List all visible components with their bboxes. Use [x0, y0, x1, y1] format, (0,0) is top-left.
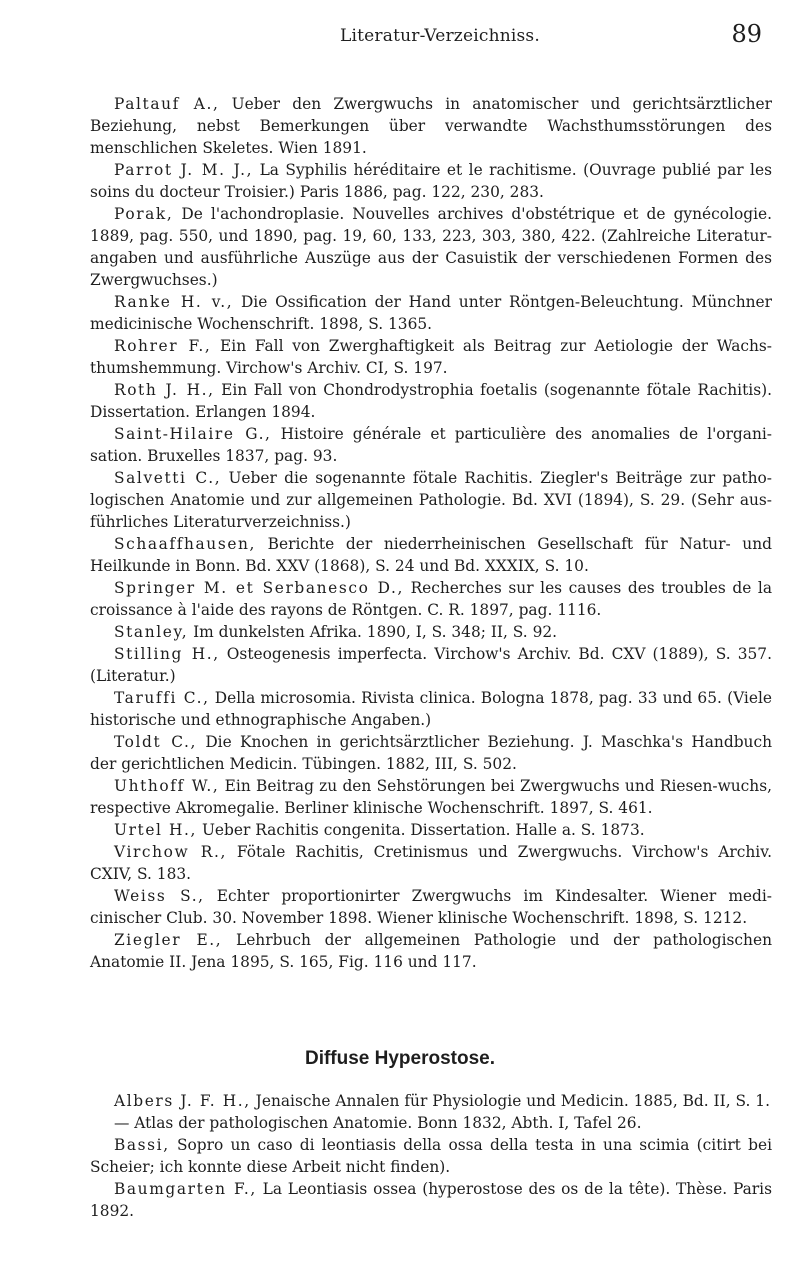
bibliography-entry — [90, 687, 772, 731]
entry-text: Ein Fall von Zwerghaftigkeit als Beitrag zur Aetiologie der Wachs-thumshemmung. Virchow's Archiv. CI, S. 197. — [90, 337, 772, 377]
entry-author: Saint-Hilaire G., — [114, 425, 272, 443]
entry-text: — Atlas der pathologischen Anatomie. Bonn 1832, Abth. I, Tafel 26. — [114, 1114, 642, 1132]
entry-text: De l'achondroplasie. Nouvelles archives d'obstétrique et de gynécologie. 1889, pag. 550, und 1890, pag. 19, 60, 133, 223, 303, 380, 422. (Zahlreiche Literatur-angaben und ausführliche Auszüge aus der Casuistik der verschiedenen Formen des Zwergwuchses.) — [90, 205, 772, 289]
entry-author: Ranke H. v., — [114, 293, 234, 311]
entry-author: Stilling H., — [114, 645, 220, 663]
entry-author: Roth J. H., — [114, 381, 215, 399]
entry-author: Stanley, — [114, 623, 189, 641]
entry-text: Osteogenesis imperfecta. Virchow's Archiv. Bd. CXV (1889), S. 357. (Literatur.) — [90, 645, 772, 685]
entry-text: Ein Beitrag zu den Sehstörungen bei Zwergwuchs und Riesen-wuchs, respective Akromegalie. Berliner klinische Wochenschrift. 1897, S. 461. — [90, 777, 773, 817]
entry-text: Recherches sur les causes des troubles de la croissance à l'aide des rayons de Röntgen. C. R. 1897, pag. 1116. — [90, 579, 773, 619]
bibliography-entry — [90, 203, 772, 291]
entry-text: Ein Fall von Chondrodystrophia foetalis (sogenannte fötale Rachitis). Dissertation. Erlangen 1894. — [90, 381, 772, 421]
entry-author: Parrot J. M. J., — [114, 161, 254, 179]
entry-text: Fötale Rachitis, Cretinismus und Zwergwuchs. Virchow's Archiv. CXIV, S. 183. — [90, 843, 772, 883]
entry-text: Berichte der niederrheinischen Gesellschaft für Natur- und Heilkunde in Bonn. Bd. XXV (1868), S. 24 und Bd. XXXIX, S. 10. — [90, 535, 772, 575]
bibliography-entry — [90, 621, 772, 643]
entry-author: Porak, — [114, 205, 174, 223]
bibliography-list — [90, 93, 772, 973]
bibliography-entry — [90, 1090, 772, 1112]
entry-author: Urtel H., — [114, 821, 198, 839]
bibliography-entry — [90, 1112, 772, 1134]
bibliography-entry — [90, 423, 772, 467]
entry-author: Virchow R., — [114, 843, 227, 861]
entry-author: Baumgarten F., — [114, 1180, 257, 1198]
entry-text: Lehrbuch der allgemeinen Pathologie und der pathologischen Anatomie II. Jena 1895, S. 165, Fig. 116 und 117. — [90, 931, 772, 971]
header-title: Literatur-Verzeichniss. — [340, 26, 540, 46]
entry-text: Histoire générale et particulière des anomalies de l'organi-sation. Bruxelles 1837, pag. 93. — [90, 425, 772, 465]
bibliography-entry — [90, 731, 772, 775]
bibliography-entry — [90, 1134, 772, 1178]
bibliography-list-hyperostose — [90, 1090, 772, 1222]
entry-text: Ueber die sogenannte fötale Rachitis. Ziegler's Beiträge zur patho-logischen Anatomie und zur allgemeinen Pathologie. Bd. XVI (1894), S. 29. (Sehr aus-führliches Literaturverzeichniss.) — [90, 469, 772, 531]
entry-author: Albers J. F. H., — [114, 1092, 251, 1110]
entry-author: Springer M. et Serbanesco D., — [114, 579, 404, 597]
entry-text: Ueber den Zwergwuchs in anatomischer und gerichtsärztlicher Beziehung, nebst Bemerkungen über verwandte Wachsthumsstörungen des menschlichen Skeletes. Wien 1891. — [90, 95, 772, 157]
entry-text: Echter proportionirter Zwergwuchs im Kindesalter. Wiener medi-cinischer Club. 30. November 1898. Wiener klinische Wochenschrift. 1898, S. 1212. — [90, 887, 772, 927]
bibliography-entry — [90, 93, 772, 159]
entry-text: Ueber Rachitis congenita. Dissertation. Halle a. S. 1873. — [197, 821, 645, 839]
section-heading: Diffuse Hyperostose. — [304, 1048, 496, 1069]
bibliography-entry — [90, 841, 772, 885]
entry-author: Rohrer F., — [114, 337, 212, 355]
entry-text: Della microsomia. Rivista clinica. Bologna 1878, pag. 33 und 65. (Viele historische und ethnographische Angaben.) — [90, 689, 772, 729]
entry-author: Bassi, — [114, 1136, 170, 1154]
entry-text: La Syphilis héréditaire et le rachitisme. (Ouvrage publié par les soins du docteur Troisier.) Paris 1886, pag. 122, 230, 283. — [90, 161, 772, 201]
running-header — [0, 12, 800, 52]
entry-author: Weiss S., — [114, 887, 205, 905]
entry-text: Die Ossification der Hand unter Röntgen-Beleuchtung. Münchner medicinische Wochenschrift. 1898, S. 1365. — [90, 293, 772, 333]
bibliography-entry — [90, 929, 772, 973]
entry-text: Im dunkelsten Afrika. 1890, I, S. 348; II, S. 92. — [188, 623, 558, 641]
bibliography-entry — [90, 1178, 772, 1222]
entry-text: Sopro un caso di leontiasis della ossa della testa in una scimia (citirt bei Scheier; ich konnte diese Arbeit nicht finden). — [90, 1136, 772, 1176]
entry-author: Salvetti C., — [114, 469, 222, 487]
entry-author: Taruffi C., — [114, 689, 210, 707]
bibliography-entry — [90, 159, 772, 203]
bibliography-entry — [90, 533, 772, 577]
entry-author: Schaaffhausen, — [114, 535, 257, 553]
bibliography-entry — [90, 379, 772, 423]
bibliography-entry — [90, 467, 772, 533]
bibliography-entry — [90, 775, 772, 819]
bibliography-entry — [90, 643, 772, 687]
bibliography-entry — [90, 291, 772, 335]
entry-author: Toldt C., — [114, 733, 198, 751]
bibliography-entry — [90, 577, 772, 621]
entry-text: La Leontiasis ossea (hyperostose des os de la tête). Thèse. Paris 1892. — [90, 1180, 772, 1220]
bibliography-entry — [90, 335, 772, 379]
entry-author: Uhthoff W., — [114, 777, 220, 795]
bibliography-entry — [90, 885, 772, 929]
entry-author: Paltauf A., — [114, 95, 220, 113]
entry-text: Jenaische Annalen für Physiologie und Medicin. 1885, Bd. II, S. 1. — [250, 1092, 770, 1110]
bibliography-entry — [90, 819, 772, 841]
entry-author: Ziegler E., — [114, 931, 223, 949]
page-number: 89 — [731, 20, 762, 48]
entry-text: Die Knochen in gerichtsärztlicher Beziehung. J. Maschka's Handbuch der gerichtlichen Medicin. Tübingen. 1882, III, S. 502. — [90, 733, 772, 773]
